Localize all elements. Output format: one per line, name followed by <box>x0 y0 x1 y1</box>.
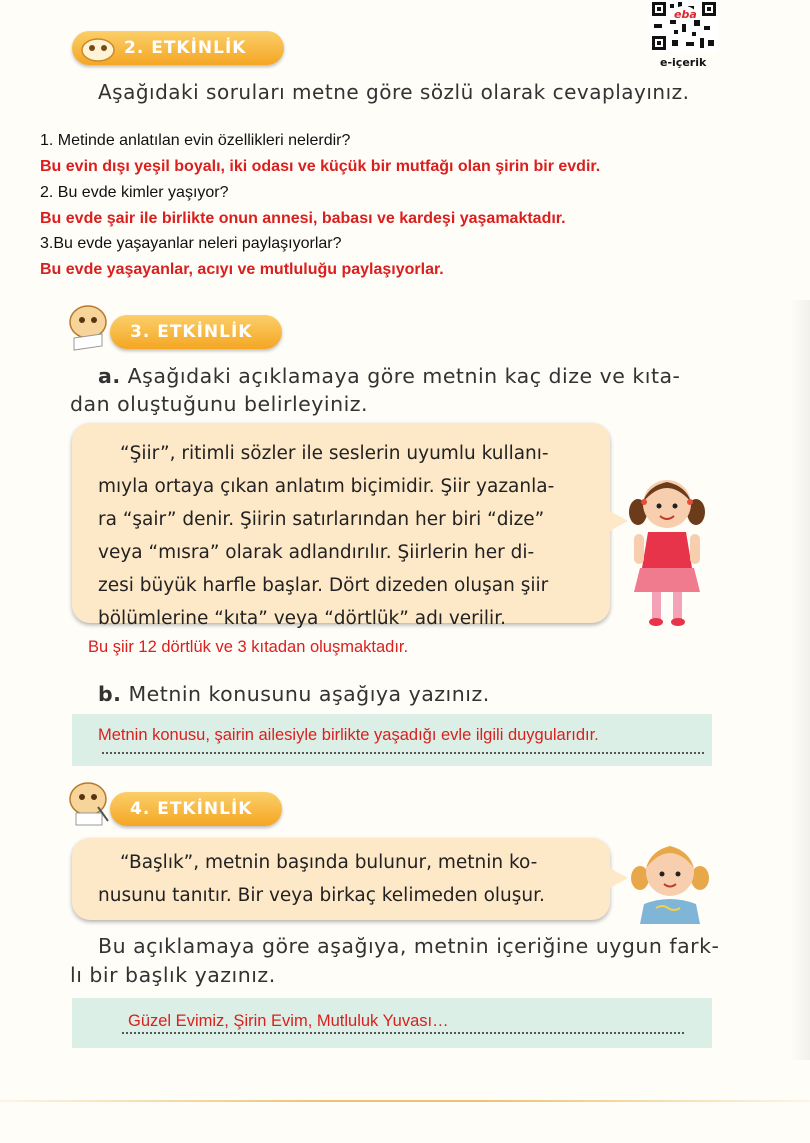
activity-3b-line <box>98 682 490 706</box>
answer-line <box>102 752 704 754</box>
part-b-text: Metnin konusunu aşağıya yazınız. <box>128 682 490 706</box>
e-icerik-label[interactable]: e-içerik <box>660 56 707 69</box>
question-1: 1. Metinde anlatılan evin özellikleri nelerdir? <box>40 132 351 149</box>
qr-code[interactable] <box>650 0 718 52</box>
bubble-line: mıyla ortaya çıkan anlatım biçimidir. Şiir yazanla- <box>98 476 555 497</box>
blonde-girl-illustration-icon <box>630 834 710 924</box>
answer-3: Bu evde yaşayanlar, acıyı ve mutluluğu paylaşıyorlar. <box>40 261 444 278</box>
part-b-letter: b. <box>98 682 122 706</box>
title-definition-bubble <box>72 838 610 920</box>
answer-line <box>122 1032 684 1034</box>
answer-2: Bu evde şair ile birlikte onun annesi, babası ve kardeşi yaşamaktadır. <box>40 210 566 227</box>
activity-2-badge-label: 2. ETKİNLİK <box>124 38 247 58</box>
poem-definition-text <box>98 437 590 635</box>
bubble-line: “Şiir”, ritimli sözler ile seslerin uyumlu kullanı- <box>120 443 549 464</box>
part-a-text: Aşağıdaki açıklamaya göre metnin kaç dize ve kıta- <box>127 364 681 388</box>
activity-2-instruction: Aşağıdaki soruları metne göre sözlü olarak cevaplayınız. <box>98 80 690 104</box>
bubble-tail <box>606 509 628 535</box>
answer-4: Güzel Evimiz, Şirin Evim, Mutluluk Yuvası… <box>128 1012 449 1030</box>
activity-4-instruction-line2: lı bir başlık yazınız. <box>70 963 276 987</box>
activity-3a-line2: dan oluştuğunu belirleyiniz. <box>70 392 369 416</box>
reading-mascot-icon <box>62 300 114 352</box>
bubble-line: veya “mısra” olarak adlandırılır. Şiirlerin her di- <box>98 542 535 563</box>
question-3: 3.Bu evde yaşayanlar neleri paylaşıyorlar? <box>40 235 342 252</box>
bubble-tail <box>606 866 628 892</box>
answer-box-3b[interactable] <box>72 714 712 766</box>
bubble-line: nusunu tanıtır. Bir veya birkaç kelimeden oluşur. <box>98 885 545 906</box>
activity-4-instruction-line1: Bu açıklamaya göre aşağıya, metnin içeriğine uygun fark- <box>98 934 720 958</box>
bubble-line: “Başlık”, metnin başında bulunur, metnin ko- <box>120 852 538 873</box>
poem-definition-bubble <box>72 423 610 629</box>
page-right-edge <box>790 300 810 1060</box>
activity-4-badge <box>110 792 282 826</box>
question-2: 2. Bu evde kimler yaşıyor? <box>40 184 229 201</box>
girl-illustration-icon <box>626 472 708 630</box>
qr-brand-label: eba <box>674 8 697 21</box>
writing-mascot-icon <box>62 777 114 829</box>
mascot-icon <box>78 34 118 62</box>
answer-box-4[interactable] <box>72 998 712 1048</box>
answer-3a: Bu şiir 12 dörtlük ve 3 kıtadan oluşmaktadır. <box>88 638 409 656</box>
bubble-line: ra “şair” denir. Şiirin satırlarından her biri “dize” <box>98 509 545 530</box>
page-footer-rule <box>0 1100 810 1102</box>
activity-4-badge-label: 4. ETKİNLİK <box>130 799 253 819</box>
activity-3a-line1 <box>98 364 680 388</box>
answer-3b: Metnin konusu, şairin ailesiyle birlikte yaşadığı evle ilgili duygularıdır. <box>98 726 599 744</box>
bubble-line: bölümlerine “kıta” veya “dörtlük” adı verilir. <box>98 608 506 629</box>
answer-1: Bu evin dışı yeşil boyalı, iki odası ve küçük bir mutfağı olan şirin bir evdir. <box>40 158 601 175</box>
activity-3-badge-label: 3. ETKİNLİK <box>130 322 253 342</box>
activity-2-badge <box>72 31 284 65</box>
bubble-line: zesi büyük harfle başlar. Dört dizeden oluşan şiir <box>98 575 549 596</box>
activity-3-badge <box>110 315 282 349</box>
part-a-letter: a. <box>98 364 121 388</box>
title-definition-text <box>98 846 590 912</box>
